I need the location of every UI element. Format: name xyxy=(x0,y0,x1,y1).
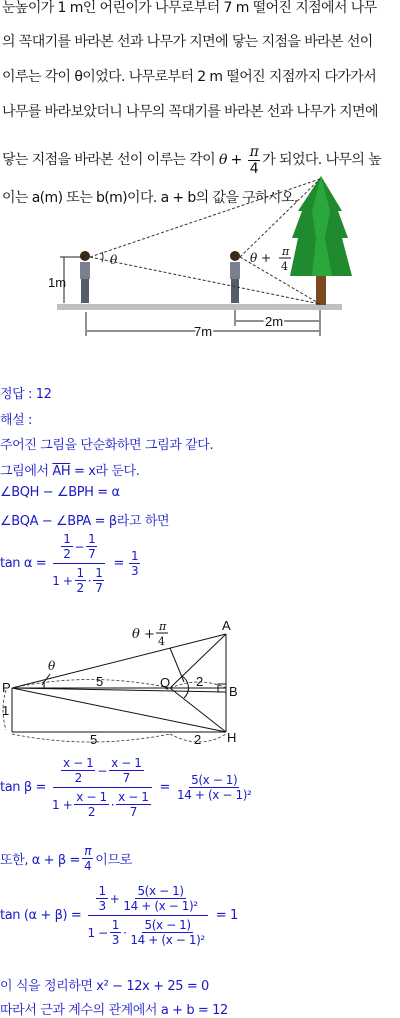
problem-line-4: 나무를 바라보았더니 나무의 꼭대기를 바라본 선과 나무가 지면에 xyxy=(2,98,398,126)
frac-third xyxy=(129,550,140,577)
problem-line-6: 이는 a(m) 또는 b(m)이다. a + b의 값을 구하시오. xyxy=(2,184,398,212)
tan-beta-numerator xyxy=(53,757,152,788)
dist-7m-label: 7m xyxy=(194,324,212,339)
dot-sign-2: · xyxy=(111,799,114,811)
problem-line-1: 눈높이가 1 m인 어린이가 나무로부터 7 m 떨어진 지점에서 나무 xyxy=(2,0,398,22)
beta2-num: 5(x − 1) xyxy=(142,919,192,933)
pi-numerator: π xyxy=(248,145,261,161)
seventh2-den: 7 xyxy=(93,581,104,594)
problem-line-5 xyxy=(2,140,398,180)
beta1-num: 5(x − 1) xyxy=(135,885,185,899)
tan-alpha-numerator xyxy=(53,533,105,564)
length-5-bottom: 5 xyxy=(90,732,97,747)
half2-den: 2 xyxy=(75,581,86,594)
third-num: 1 xyxy=(129,550,140,564)
sum-pi: π xyxy=(82,845,93,859)
beta-result-num: 5(x − 1) xyxy=(189,774,239,788)
length-2-top: 2 xyxy=(196,674,203,689)
solution-step-2 xyxy=(0,460,139,479)
pi-over-4-sum xyxy=(82,845,93,872)
tan-alpha-fraction xyxy=(50,533,108,594)
solution-step-3: ∠BQH − ∠BPH = α xyxy=(0,485,120,500)
dist-2m-label: 2m xyxy=(265,314,283,329)
two-den-a: 2 xyxy=(73,771,84,784)
xm1-num-c: x − 1 xyxy=(74,791,108,805)
point-a: A xyxy=(222,618,231,633)
alpha-beta-sum xyxy=(0,845,132,872)
frac-beta-1 xyxy=(121,885,199,912)
explanation-heading: 해설 : xyxy=(0,409,32,428)
half-den: 2 xyxy=(61,547,72,560)
theta-symbol: θ xyxy=(219,152,227,168)
tan-beta-equation xyxy=(0,757,255,818)
frac-half-2 xyxy=(75,567,86,594)
theta-label-2: θ xyxy=(48,659,56,673)
xm1-num-b: x − 1 xyxy=(109,757,143,771)
solution-final: 따라서 근과 계수의 관계에서 a + b = 12 xyxy=(0,999,228,1018)
theta-pi-pointer xyxy=(170,648,184,682)
theta-pointer xyxy=(42,674,50,685)
solution-step-1: 주어진 그림을 단순화하면 그림과 같다. xyxy=(0,434,213,453)
half2-num: 1 xyxy=(75,567,86,581)
one-plus-2: 1 + xyxy=(52,799,72,811)
tan-alpha-equation xyxy=(0,533,142,594)
frac-third-2 xyxy=(96,885,107,912)
frac-beta-2 xyxy=(128,919,206,946)
frac-xm1-7b xyxy=(116,791,150,818)
step-2-post: = x라 둔다. xyxy=(70,464,139,479)
solution-figure xyxy=(0,616,260,748)
theta-plus-label: θ + xyxy=(250,251,271,265)
tan-beta-fraction xyxy=(50,757,155,818)
point-q: Q xyxy=(160,675,170,690)
problem-line-5-post: 가 되었다. 나무의 높 xyxy=(262,152,381,168)
solution-organize: 이 식을 정리하면 x² − 12x + 25 = 0 xyxy=(0,975,209,994)
step-2-pre: 그림에서 xyxy=(0,464,52,479)
tan-sum-equation xyxy=(0,885,238,946)
third3-den: 3 xyxy=(110,933,121,946)
length-2-bottom: 2 xyxy=(194,732,201,747)
ground xyxy=(57,304,342,310)
tan-sum-denominator xyxy=(85,916,210,946)
problem-line-5-pre: 닿는 지점을 바라본 선이 이루는 각이 xyxy=(2,152,219,168)
seventh2-num: 1 xyxy=(93,567,104,581)
third2-num: 1 xyxy=(96,885,107,899)
frac-xm1-2 xyxy=(61,757,95,784)
four-label-2: 4 xyxy=(158,635,165,648)
dot-sign: · xyxy=(88,575,91,587)
problem-line-2: 의 꼭대기를 바라본 선과 나무가 지면에 닿는 지점을 바라본 선이 xyxy=(2,28,398,56)
plus-symbol: + xyxy=(227,152,246,168)
xm1-num-a: x − 1 xyxy=(61,757,95,771)
pi-label-2: π xyxy=(158,620,167,633)
tree-icon xyxy=(290,176,352,305)
two-den-c: 2 xyxy=(86,805,97,818)
problem-figure xyxy=(50,176,350,341)
four-label: 4 xyxy=(281,260,288,273)
tan-beta-label: tan β = xyxy=(0,780,46,795)
child-figure-far xyxy=(80,251,90,303)
pi-label: π xyxy=(281,245,290,258)
tan-sum-label: tan (α + β) = xyxy=(0,908,81,923)
theta-plus-label-2: θ + xyxy=(132,627,155,642)
seventh-den: 7 xyxy=(86,547,97,560)
frac-seventh xyxy=(86,533,97,560)
frac-seventh-2 xyxy=(93,567,104,594)
alpha-beta-pre: 또한, α + β = xyxy=(0,849,80,868)
one-plus: 1 + xyxy=(52,575,72,587)
equals-sign: = xyxy=(113,556,124,571)
frac-third-3 xyxy=(110,919,121,946)
frac-xm1-7 xyxy=(109,757,143,784)
tan-alpha-denominator xyxy=(50,564,108,594)
third3-num: 1 xyxy=(110,919,121,933)
plus-sign: + xyxy=(110,893,120,905)
point-h: H xyxy=(227,730,236,745)
solution-step-4: ∠BQA − ∠BPA = β라고 하면 xyxy=(0,510,169,529)
beta2-den: 14 + (x − 1)² xyxy=(128,933,206,946)
length-1-side: 1 xyxy=(2,703,9,718)
tan-alpha-label: tan α = xyxy=(0,556,46,571)
third2-den: 3 xyxy=(96,899,107,912)
xm1-num-d: x − 1 xyxy=(116,791,150,805)
sight-lines xyxy=(90,179,320,304)
point-b: B xyxy=(229,684,238,699)
length-5-top: 5 xyxy=(96,674,103,689)
child-figure-near xyxy=(230,251,240,303)
beta1-den: 14 + (x − 1)² xyxy=(121,899,199,912)
one-minus: 1 − xyxy=(87,927,107,939)
dot-sign-3: · xyxy=(123,927,126,939)
pi-over-4 xyxy=(248,145,261,176)
alpha-beta-post: 이므로 xyxy=(95,849,131,868)
tan-beta-result xyxy=(175,774,253,801)
minus-sign: − xyxy=(75,541,85,553)
problem-line-3: 이루는 각이 θ이었다. 나무로부터 2 m 떨어진 지점까지 다가가서 xyxy=(2,63,398,91)
point-p: P xyxy=(2,680,11,695)
beta-result-den: 14 + (x − 1)² xyxy=(175,788,253,801)
tan-sum-fraction xyxy=(85,885,210,946)
four-denominator: 4 xyxy=(248,161,260,176)
frac-half xyxy=(61,533,72,560)
equals-sign-2: = xyxy=(160,780,171,795)
tan-sum-numerator xyxy=(88,885,207,916)
equals-one: = 1 xyxy=(216,908,238,923)
height-label: 1m xyxy=(48,275,66,290)
frac-xm1-2b xyxy=(74,791,108,818)
sum-four: 4 xyxy=(82,859,93,872)
tan-beta-denominator xyxy=(50,788,155,818)
segment-ah: $\overline{AH}$ xyxy=(52,464,70,479)
half-num: 1 xyxy=(61,533,72,547)
third-den: 3 xyxy=(129,564,140,577)
seven-den-d: 7 xyxy=(128,805,139,818)
theta-label: θ xyxy=(110,253,118,267)
seventh-num: 1 xyxy=(86,533,97,547)
answer-line: 정답 : 12 xyxy=(0,383,52,402)
minus-sign-2: − xyxy=(97,765,107,777)
seven-den-b: 7 xyxy=(121,771,132,784)
theta-arc xyxy=(102,252,103,262)
